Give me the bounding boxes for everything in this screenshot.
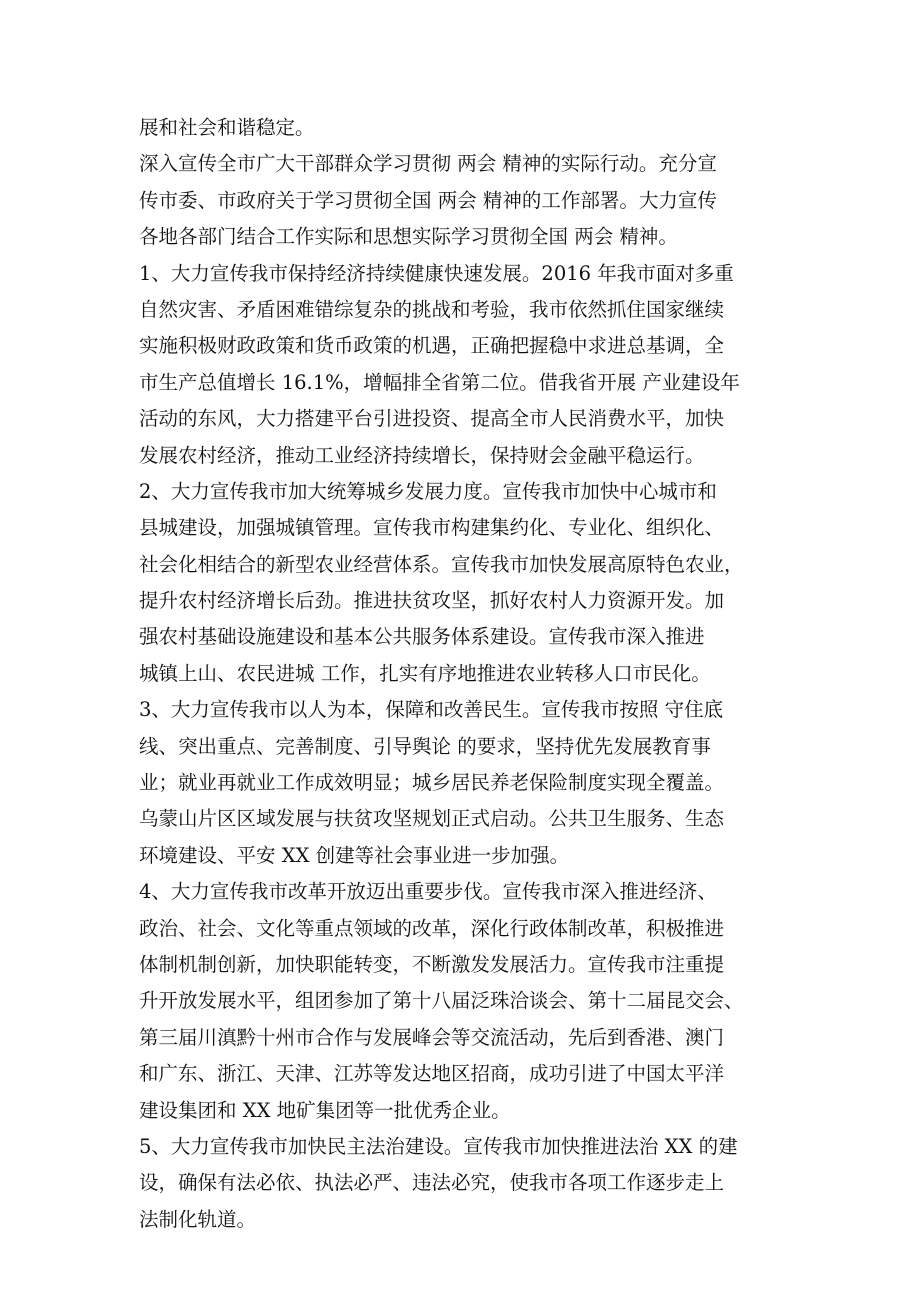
paragraph-intro bbox=[139, 146, 799, 255]
text-line: 发展农村经济，推动工业经济持续增长，保持财会金融平稳运行。 bbox=[139, 443, 705, 467]
text-line: 传市委、市政府关于学习贯彻全国 两会 精神的工作部署。大力宣传 bbox=[139, 188, 717, 212]
text-line: 自然灾害、矛盾困难错综复杂的挑战和考验，我市依然抓住国家继续 bbox=[139, 297, 725, 321]
text-line: 市生产总值增长 16.1%，增幅排全省第二位。借我省开展 产业建设年 bbox=[139, 370, 740, 394]
text-line: 5、大力宣传我市加快民主法治建设。宣传我市加快推进法治 XX 的建 bbox=[139, 1134, 738, 1158]
text-line: 深入宣传全市广大干部群众学习贯彻 两会 精神的实际行动。充分宣 bbox=[139, 152, 717, 176]
text-line: 乌蒙山片区区域发展与扶贫攻坚规划正式启动。公共卫生服务、生态 bbox=[139, 807, 725, 831]
paragraph-item-4 bbox=[139, 874, 799, 1129]
paragraph-item-1 bbox=[139, 256, 799, 474]
text-line: 2、大力宣传我市加大统筹城乡发展力度。宣传我市加快中心城市和 bbox=[139, 479, 717, 503]
text-line: 4、大力宣传我市改革开放迈出重要步伐。宣传我市深入推进经济、 bbox=[139, 880, 717, 904]
paragraph-item-3 bbox=[139, 692, 799, 874]
text-line: 城镇上山、农民进城 工作，扎实有序地推进农业转移人口市民化。 bbox=[139, 661, 711, 685]
text-line: 线、突出重点、完善制度、引导舆论 的要求，坚持优先发展教育事 bbox=[139, 734, 711, 758]
text-line: 第三届川滇黔十州市合作与发展峰会等交流活动，先后到香港、澳门 bbox=[139, 1025, 725, 1049]
text-line: 政治、社会、文化等重点领域的改革，深化行政体制改革，积极推进 bbox=[139, 916, 725, 940]
paragraph-closing-previous bbox=[139, 110, 799, 146]
document-body bbox=[139, 110, 799, 1238]
text-line: 升开放发展水平，组团参加了第十八届泛珠洽谈会、第十二届昆交会、 bbox=[139, 989, 744, 1013]
text-line: 设，确保有法必依、执法必严、违法必究，使我市各项工作逐步走上 bbox=[139, 1171, 725, 1195]
text-line: 环境建设、平安 XX 创建等社会事业进一步加强。 bbox=[139, 843, 570, 867]
text-line: 建设集团和 XX 地矿集团等一批优秀企业。 bbox=[139, 1098, 511, 1122]
text-line: 3、大力宣传我市以人为本，保障和改善民生。宣传我市按照 守住底 bbox=[139, 698, 724, 722]
paragraph-item-5 bbox=[139, 1129, 799, 1238]
text-line: 1、大力宣传我市保持经济持续健康快速发展。2016 年我市面对多重 bbox=[139, 261, 734, 285]
text-line: 和广东、浙江、天津、江苏等发达地区招商，成功引进了中国太平洋 bbox=[139, 1062, 725, 1086]
text-line: 提升农村经济增长后劲。推进扶贫攻坚，抓好农村人力资源开发。加 bbox=[139, 589, 725, 613]
text-line: 展和社会和谐稳定。 bbox=[139, 116, 315, 139]
text-line: 各地各部门结合工作实际和思想实际学习贯彻全国 两会 精神。 bbox=[139, 225, 678, 249]
text-line: 体制机制创新，加快职能转变，不断激发发展活力。宣传我市注重提 bbox=[139, 952, 725, 976]
text-line: 县城建设，加强城镇管理。宣传我市构建集约化、专业化、组织化、 bbox=[139, 516, 725, 540]
text-line: 实施积极财政政策和货币政策的机遇，正确把握稳中求进总基调，全 bbox=[139, 334, 725, 358]
text-line: 强农村基础设施建设和基本公共服务体系建设。宣传我市深入推进 bbox=[139, 625, 705, 649]
text-line: 活动的东风，大力搭建平台引进投资、提高全市人民消费水平，加快 bbox=[139, 407, 725, 431]
text-line: 业；就业再就业工作成效明显；城乡居民养老保险制度实现全覆盖。 bbox=[139, 771, 725, 795]
text-line: 法制化轨道。 bbox=[139, 1207, 257, 1231]
text-line: 社会化相结合的新型农业经营体系。宣传我市加快发展高原特色农业， bbox=[139, 552, 744, 576]
paragraph-item-2 bbox=[139, 474, 799, 692]
